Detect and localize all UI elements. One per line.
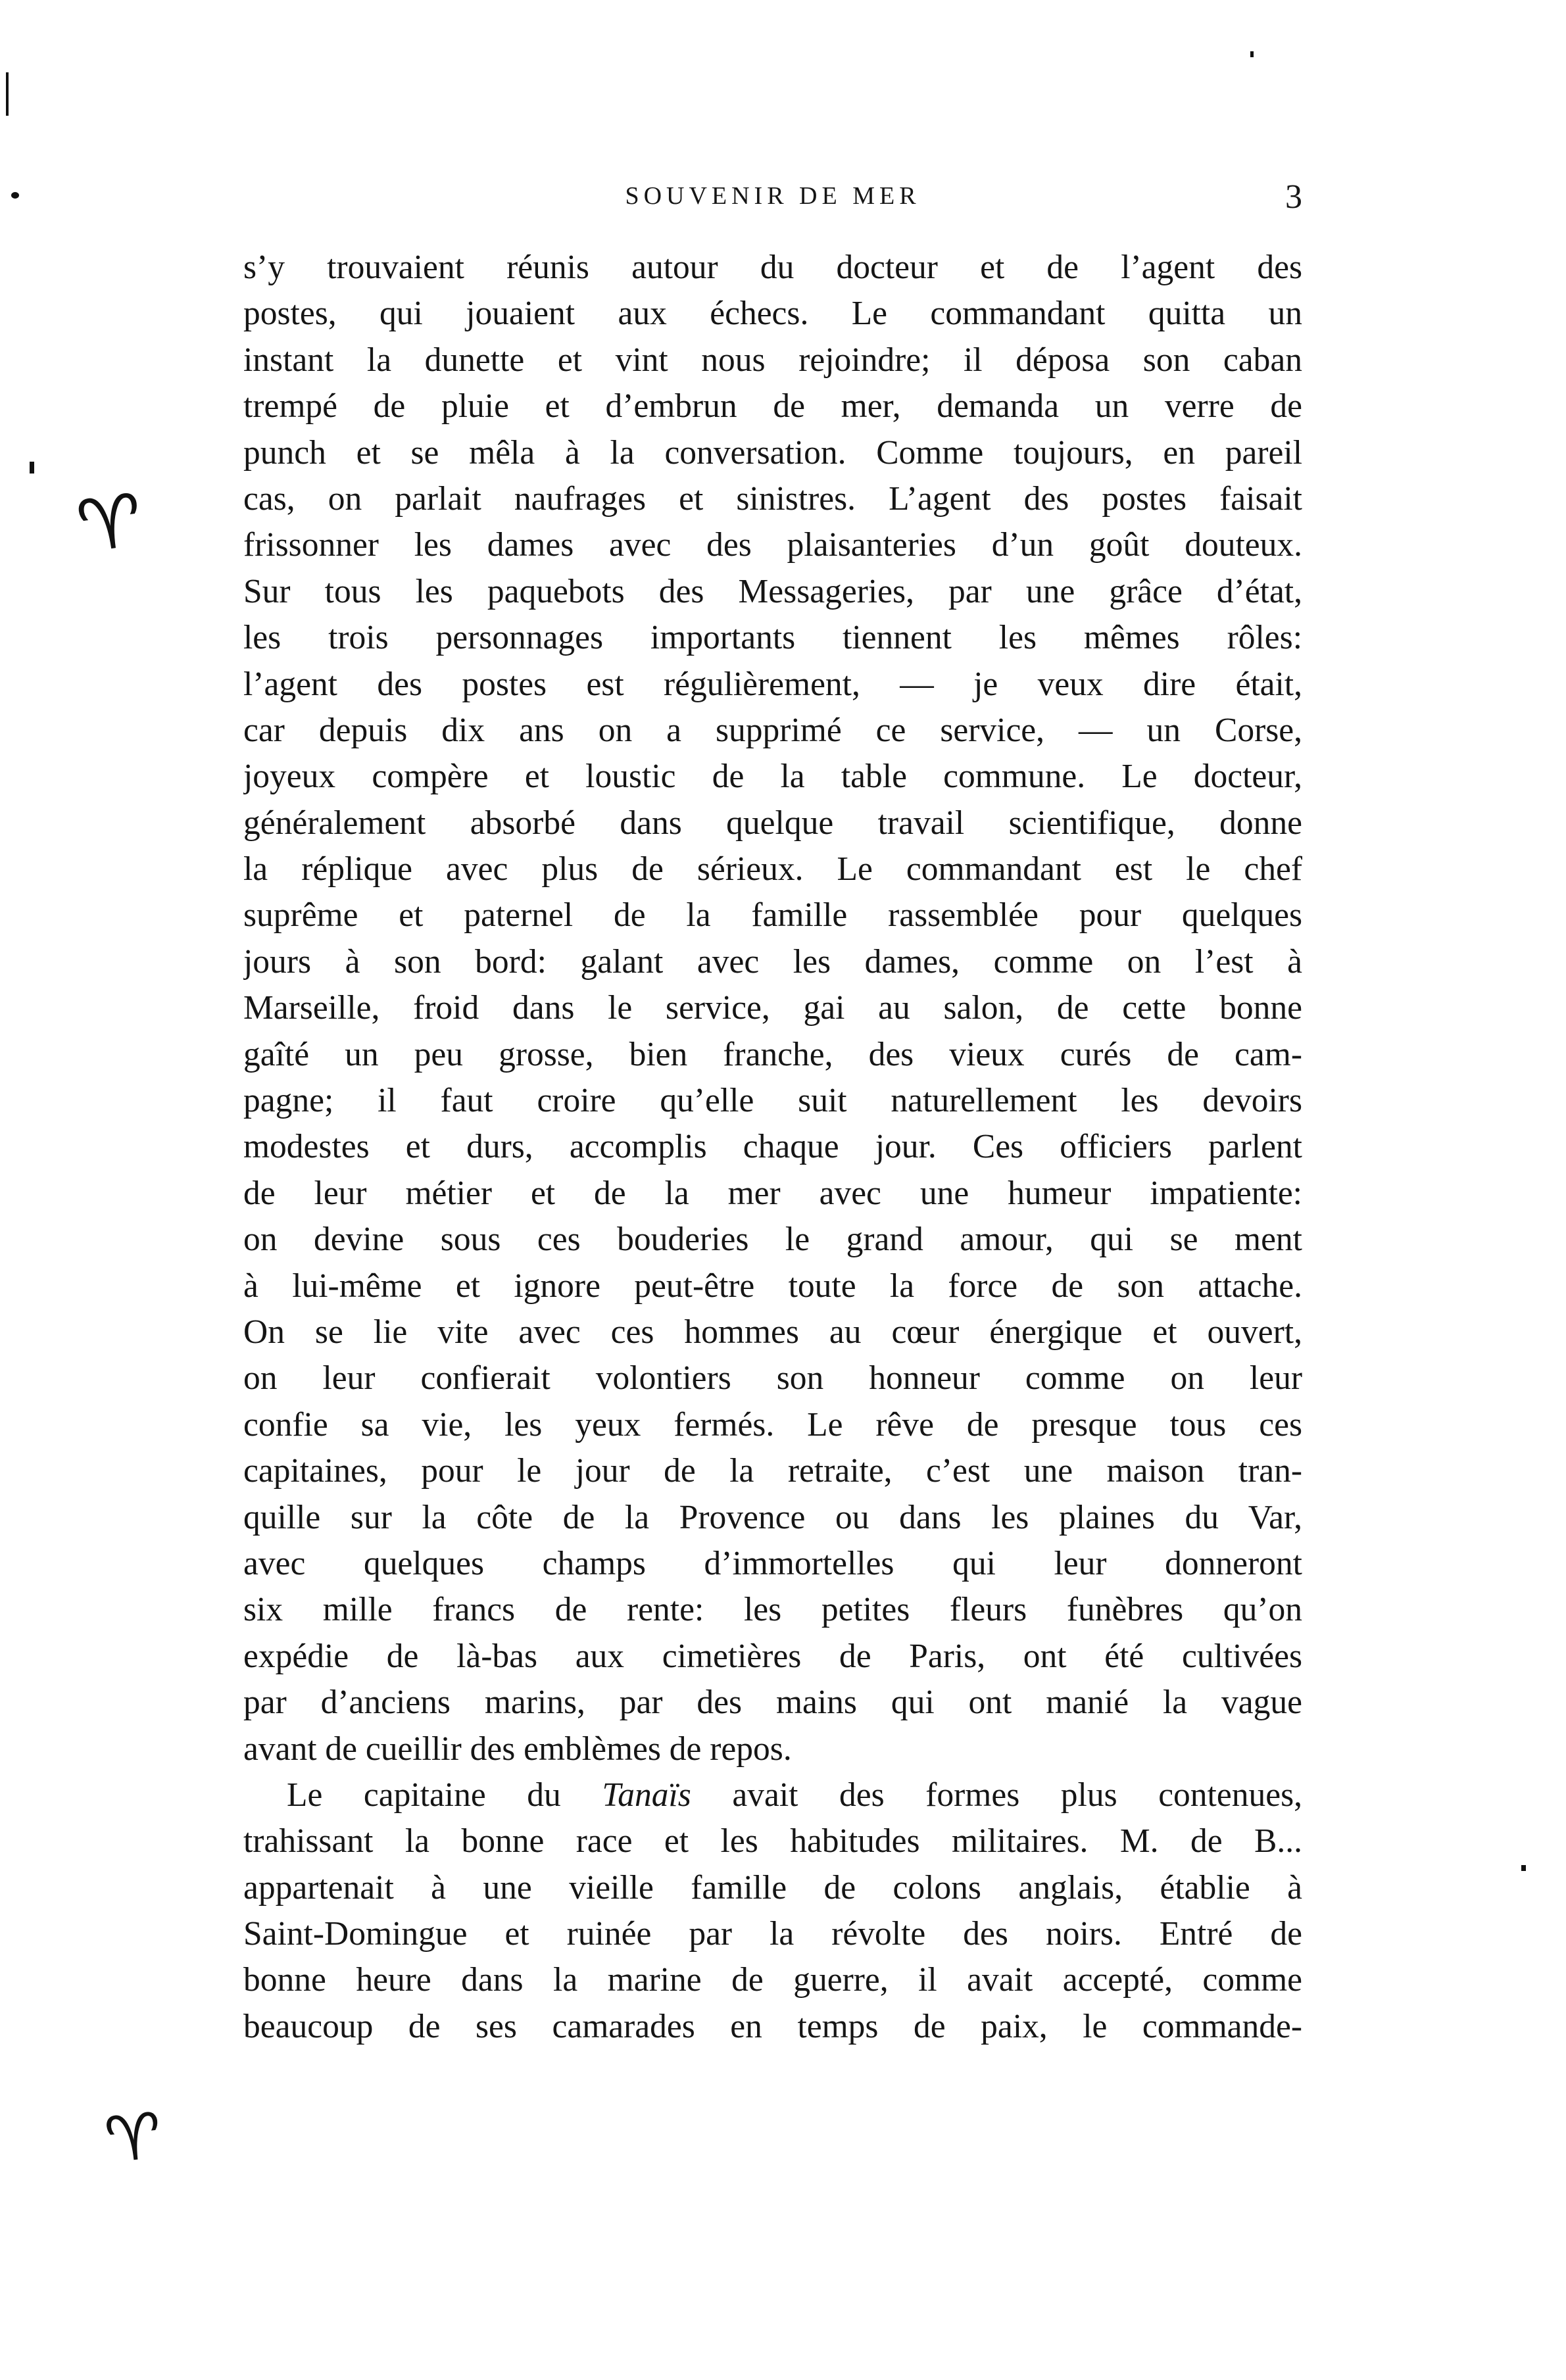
text-line: confie sa vie, les yeux fermés. Le rêve de presque tous ces [243, 1405, 1302, 1444]
text-line: l’agent des postes est régulièrement, — je veux dire était, [243, 665, 1302, 703]
text-line: quille sur la côte de la Provence ou dans les plaines du Var, [243, 1498, 1302, 1536]
text-line: par d’anciens marins, par des mains qui ont manié la vague [243, 1684, 1302, 1722]
text-line: gaîté un peu grosse, bien franche, des vieux curés de cam- [243, 1035, 1302, 1073]
paragraph-first-line [243, 1772, 1302, 1818]
text-line: capitaines, pour le jour de la retraite, c’est une maison tran- [243, 1452, 1302, 1490]
text-line: à lui-même et ignore peut-être toute la force de son attache. [243, 1267, 1302, 1305]
text-line: On se lie vite avec ces hommes au cœur énergique et ouvert, [243, 1313, 1302, 1351]
text-line: cas, on parlait naufrages et sinistres. L’agent des postes faisait [243, 479, 1302, 518]
text-line: instant la dunette et vint nous rejoindre; il déposa son caban [243, 341, 1302, 379]
text-line: expédie de là-bas aux cimetières de Paris, ont été cultivées [243, 1637, 1302, 1675]
scan-mark-dot [11, 192, 19, 199]
text-line: car depuis dix ans on a supprimé ce service, — un Corse, [243, 711, 1302, 749]
scan-mark-line [6, 72, 9, 116]
text-line: trahissant la bonne race et les habitudes militaires. M. de B... [243, 1822, 1302, 1860]
text-line: les trois personnages importants tiennent les mêmes rôles: [243, 619, 1302, 657]
text-line: Saint-Domingue et ruinée par la révolte des noirs. Entré de [243, 1915, 1302, 1953]
margin-glyph-icon: ♈ [101, 2098, 166, 2178]
text-line: frissonner les dames avec des plaisanteries d’un goût douteux. [243, 526, 1302, 564]
text-line: généralement absorbé dans quelque travail scientifique, donne [243, 804, 1302, 842]
running-title: SOUVENIR DE MER [625, 182, 921, 210]
text-line: on devine sous ces bouderies le grand amour, qui se ment [243, 1221, 1302, 1259]
text-line: joyeux compère et loustic de la table commune. Le docteur, [243, 758, 1302, 796]
text-line: bonne heure dans la marine de guerre, il avait accepté, comme [243, 1961, 1302, 1999]
text-fragment: avait des formes plus contenues, [691, 1776, 1302, 1814]
text-line: Sur tous les paquebots des Messageries, par une grâce d’état, [243, 572, 1302, 610]
margin-glyph-icon: ♈ [72, 477, 149, 570]
text-line: six mille francs de rente: les petites fleurs funèbres qu’on [243, 1591, 1302, 1629]
scan-mark-dot [30, 462, 34, 474]
running-head [243, 178, 1302, 224]
ship-name: Tanaïs [602, 1776, 691, 1814]
text-fragment: Le capitaine du [287, 1776, 602, 1814]
text-line: avant de cueillir des emblèmes de repos. [243, 1730, 792, 1768]
scan-mark-dot [1250, 51, 1254, 57]
body-text [243, 245, 1302, 2050]
text-line: de leur métier et de la mer avec une humeur impatiente: [243, 1174, 1302, 1212]
text-line: modestes et durs, accomplis chaque jour. Ces officiers parlent [243, 1128, 1302, 1166]
text-line: avec quelques champs d’immortelles qui leur donneront [243, 1544, 1302, 1582]
text-line: on leur confierait volontiers son honneur comme on leur [243, 1359, 1302, 1397]
text-line: trempé de pluie et d’embrun de mer, demanda un verre de [243, 387, 1302, 425]
text-line: pagne; il faut croire qu’elle suit naturellement les devoirs [243, 1082, 1302, 1120]
page-number: 3 [1285, 178, 1302, 216]
text-line: s’y trouvaient réunis autour du docteur et de l’agent des [243, 249, 1302, 286]
text-line: beaucoup de ses camarades en temps de paix, le commande- [243, 2007, 1302, 2045]
text-line: Marseille, froid dans le service, gai au salon, de cette bonne [243, 989, 1302, 1027]
text-line: suprême et paternel de la famille rassemblée pour quelques [243, 896, 1302, 935]
text-line: la réplique avec plus de sérieux. Le commandant est le chef [243, 850, 1302, 888]
text-line: jours à son bord: galant avec les dames, comme on l’est à [243, 942, 1302, 981]
text-line: punch et se mêla à la conversation. Comme toujours, en pareil [243, 433, 1302, 472]
text-line: postes, qui jouaient aux échecs. Le commandant quitta un [243, 295, 1302, 333]
text-line: appartenait à une vieille famille de colons anglais, établie à [243, 1868, 1302, 1906]
scan-mark-dot [1521, 1865, 1526, 1871]
